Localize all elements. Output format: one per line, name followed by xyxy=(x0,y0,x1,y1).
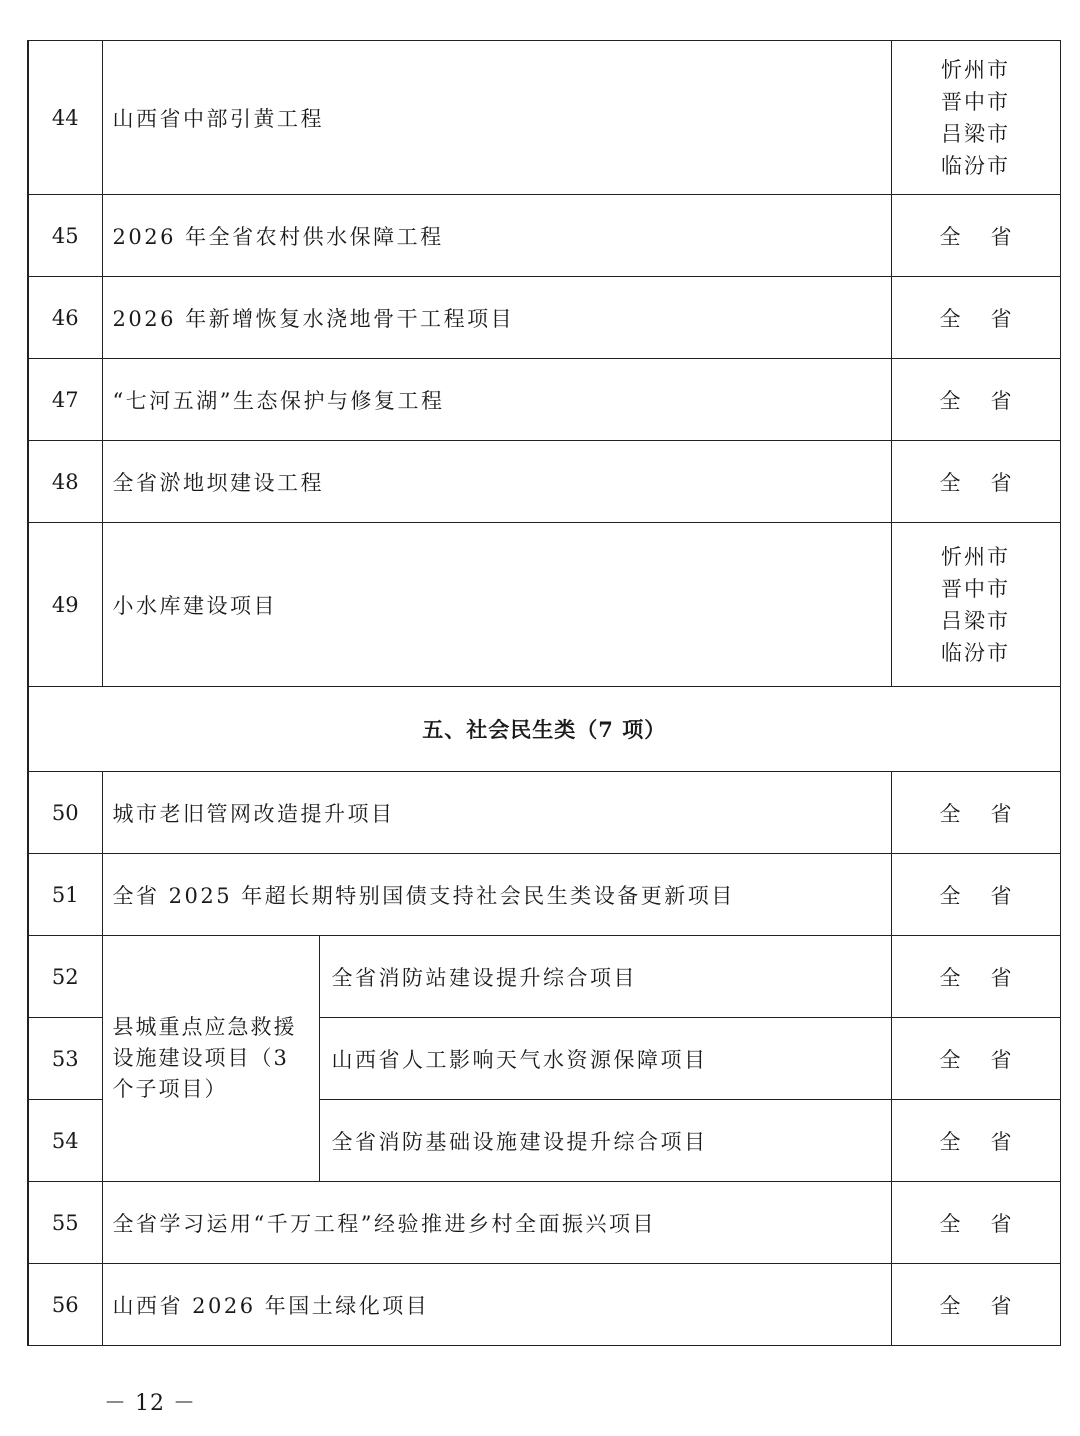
region-text-part: 省 xyxy=(990,306,1012,331)
project-name: 2026 年全省农村供水保障工程 xyxy=(102,195,891,277)
row-number: 53 xyxy=(28,1018,102,1100)
region-item: 临汾市 xyxy=(941,153,1010,178)
region-cell xyxy=(891,1100,1060,1182)
region-text-part: 省 xyxy=(990,1129,1012,1154)
row-number: 55 xyxy=(28,1182,102,1264)
region-cell xyxy=(891,359,1060,441)
region-list xyxy=(941,541,1010,669)
region-cell xyxy=(891,772,1060,854)
project-name: 城市老旧管网改造提升项目 xyxy=(102,772,891,854)
table-row xyxy=(28,195,1060,277)
table-row xyxy=(28,359,1060,441)
row-number: 49 xyxy=(28,523,102,687)
row-number: 44 xyxy=(28,41,102,195)
table-row xyxy=(28,41,1060,195)
region-list xyxy=(941,54,1010,182)
row-number: 51 xyxy=(28,854,102,936)
region-text-part: 全 xyxy=(939,306,961,331)
region-item: 吕梁市 xyxy=(941,121,1010,146)
region-text-part: 省 xyxy=(990,1211,1012,1236)
section-row xyxy=(28,687,1060,772)
region-item: 忻州市 xyxy=(941,544,1010,569)
sub-project-name: 全省消防站建设提升综合项目 xyxy=(319,936,891,1018)
table-row xyxy=(28,772,1060,854)
project-table xyxy=(27,40,1061,1346)
region-item: 晋中市 xyxy=(941,576,1010,601)
region-item: 晋中市 xyxy=(941,89,1010,114)
region-text-part: 全 xyxy=(939,224,961,249)
region-cell xyxy=(891,1264,1060,1346)
project-name: 山西省中部引黄工程 xyxy=(102,41,891,195)
table-row xyxy=(28,1182,1060,1264)
row-number: 52 xyxy=(28,936,102,1018)
region-text-part: 省 xyxy=(990,883,1012,908)
table-row xyxy=(28,523,1060,687)
region-text-part: 省 xyxy=(990,965,1012,990)
region-text-part: 省 xyxy=(990,388,1012,413)
table-row xyxy=(28,854,1060,936)
region-text-part: 全 xyxy=(939,1129,961,1154)
region-cell xyxy=(891,1018,1060,1100)
region-cell xyxy=(891,523,1060,687)
table-row xyxy=(28,441,1060,523)
table-row xyxy=(28,277,1060,359)
region-item: 临汾市 xyxy=(941,640,1010,665)
project-name: 全省 2025 年超长期特别国债支持社会民生类设备更新项目 xyxy=(102,854,891,936)
region-cell xyxy=(891,854,1060,936)
region-text-part: 省 xyxy=(990,1293,1012,1318)
row-number: 47 xyxy=(28,359,102,441)
section-title: 五、社会民生类（7 项） xyxy=(28,687,1060,772)
group-name: 县城重点应急救援设施建设项目（3 个子项目） xyxy=(102,936,319,1182)
project-name: 2026 年新增恢复水浇地骨干工程项目 xyxy=(102,277,891,359)
region-cell xyxy=(891,936,1060,1018)
region-text-part: 全 xyxy=(939,883,961,908)
page-number: － 12 － xyxy=(104,1391,196,1416)
project-name: 全省学习运用“千万工程”经验推进乡村全面振兴项目 xyxy=(102,1182,891,1264)
region-item: 忻州市 xyxy=(941,57,1010,82)
table-row xyxy=(28,1264,1060,1346)
region-text-part: 全 xyxy=(939,965,961,990)
row-number: 48 xyxy=(28,441,102,523)
row-number: 56 xyxy=(28,1264,102,1346)
region-cell xyxy=(891,41,1060,195)
region-text-part: 全 xyxy=(939,801,961,826)
project-name: “七河五湖”生态保护与修复工程 xyxy=(102,359,891,441)
region-text-part: 省 xyxy=(990,224,1012,249)
region-text-part: 全 xyxy=(939,388,961,413)
row-number: 46 xyxy=(28,277,102,359)
region-cell xyxy=(891,441,1060,523)
region-text-part: 全 xyxy=(939,1293,961,1318)
sub-project-name: 山西省人工影响天气水资源保障项目 xyxy=(319,1018,891,1100)
region-text-part: 省 xyxy=(990,1047,1012,1072)
sub-project-name: 全省消防基础设施建设提升综合项目 xyxy=(319,1100,891,1182)
row-number: 54 xyxy=(28,1100,102,1182)
region-text-part: 全 xyxy=(939,470,961,495)
region-text-part: 全 xyxy=(939,1047,961,1072)
region-item: 吕梁市 xyxy=(941,608,1010,633)
table-row xyxy=(28,936,1060,1018)
region-text-part: 省 xyxy=(990,470,1012,495)
row-number: 50 xyxy=(28,772,102,854)
region-cell xyxy=(891,1182,1060,1264)
region-cell xyxy=(891,277,1060,359)
project-name: 小水库建设项目 xyxy=(102,523,891,687)
row-number: 45 xyxy=(28,195,102,277)
project-name: 山西省 2026 年国土绿化项目 xyxy=(102,1264,891,1346)
region-cell xyxy=(891,195,1060,277)
region-text-part: 全 xyxy=(939,1211,961,1236)
region-text-part: 省 xyxy=(990,801,1012,826)
project-name: 全省淤地坝建设工程 xyxy=(102,441,891,523)
